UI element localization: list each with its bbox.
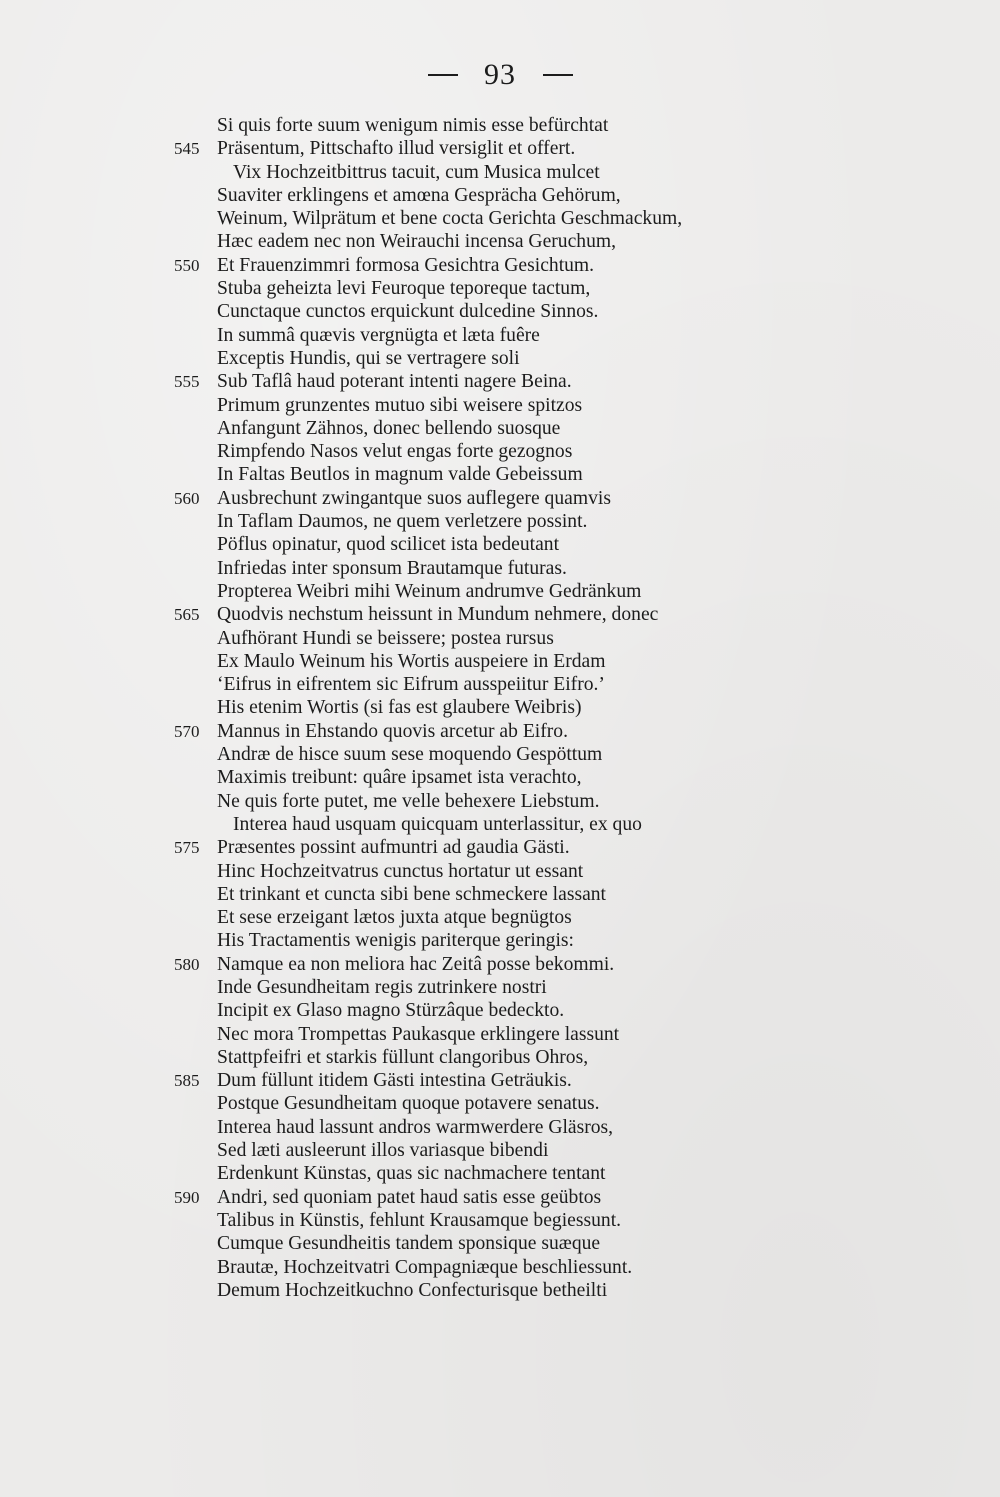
line-number: 550 bbox=[174, 255, 200, 275]
verse-line bbox=[0, 114, 1000, 137]
verse-text: Suaviter erklingens et amœna Gesprächa Gehörum, bbox=[217, 184, 621, 206]
line-number: 565 bbox=[174, 605, 200, 625]
verse-line bbox=[0, 394, 1000, 417]
verse-line bbox=[0, 324, 1000, 347]
verse-text: Talibus in Künstis, fehlunt Krausamque begiessunt. bbox=[217, 1209, 622, 1231]
line-number: 545 bbox=[174, 139, 200, 159]
verse-text: Anfangunt Zähnos, donec bellendo suosque bbox=[217, 417, 561, 439]
line-number: 575 bbox=[174, 838, 200, 858]
verse-line bbox=[0, 673, 1000, 696]
page-number: 93 bbox=[484, 58, 516, 91]
verse-text: Präsentum, Pittschafto illud versiglit et offert. bbox=[217, 138, 576, 160]
verse-text: His etenim Wortis (si fas est glaubere Weibris) bbox=[217, 697, 582, 719]
verse-line bbox=[0, 813, 1000, 836]
verse-text: Ne quis forte putet, me velle behexere Liebstum. bbox=[217, 790, 600, 812]
verse-text: Primum grunzentes mutuo sibi weisere spitzos bbox=[217, 394, 583, 416]
verse-line bbox=[0, 277, 1000, 300]
verse-line bbox=[0, 836, 1000, 859]
verse-text: Weinum, Wilprätum et bene cocta Gerichta Geschmackum, bbox=[217, 208, 683, 230]
verse-line bbox=[0, 1046, 1000, 1069]
verse-text: Interea haud lassunt andros warmwerdere Gläsros, bbox=[217, 1116, 614, 1138]
verse-line bbox=[0, 137, 1000, 160]
verse-line bbox=[0, 1209, 1000, 1232]
verse-text: Stattpfeifri et starkis füllunt clangoribus Ohros, bbox=[217, 1046, 589, 1068]
verse-text: His Tractamentis wenigis pariterque geringis: bbox=[217, 930, 574, 952]
verse-line bbox=[0, 230, 1000, 253]
verse-line bbox=[0, 650, 1000, 673]
page-header bbox=[0, 58, 1000, 92]
verse-text: Vix Hochzeitbittrus tacuit, cum Musica mulcet bbox=[233, 161, 600, 183]
verse-text: Cunctaque cunctos erquickunt dulcedine Sinnos. bbox=[217, 301, 599, 323]
verse-text: Exceptis Hundis, qui se vertragere soli bbox=[217, 347, 520, 369]
verse-line bbox=[0, 1092, 1000, 1115]
verse-line bbox=[0, 580, 1000, 603]
verse-line bbox=[0, 347, 1000, 370]
verse-line bbox=[0, 370, 1000, 393]
verse-line bbox=[0, 487, 1000, 510]
verse-text: Hæc eadem nec non Weirauchi incensa Geruchum, bbox=[217, 231, 617, 253]
verse-line bbox=[0, 999, 1000, 1022]
verse-text: Propterea Weibri mihi Weinum andrumve Gedränkum bbox=[217, 580, 642, 602]
verse-text: In summâ quævis vergnügta et læta fuêre bbox=[217, 324, 540, 346]
verse-text: Postque Gesundheitam quoque potavere senatus. bbox=[217, 1093, 600, 1115]
verse-text: Ausbrechunt zwingantque suos auflegere quamvis bbox=[217, 487, 611, 509]
verse-line bbox=[0, 1069, 1000, 1092]
verse-line bbox=[0, 603, 1000, 626]
verse-line bbox=[0, 906, 1000, 929]
verse-text: Rimpfendo Nasos velut engas forte gezognos bbox=[217, 441, 573, 463]
verse-text: Nec mora Trompettas Paukasque erklingere lassunt bbox=[217, 1023, 620, 1045]
verse-text: Præsentes possint aufmuntri ad gaudia Gästi. bbox=[217, 837, 570, 859]
verse-line bbox=[0, 627, 1000, 650]
verse-line bbox=[0, 766, 1000, 789]
verse-text: Andri, sed quoniam patet haud satis esse geübtos bbox=[217, 1186, 602, 1208]
verse-text: Mannus in Ehstando quovis arcetur ab Eifro. bbox=[217, 720, 568, 742]
verse-line bbox=[0, 417, 1000, 440]
verse-text: Pöflus opinatur, quod scilicet ista bedeutant bbox=[217, 534, 560, 556]
verse-line bbox=[0, 184, 1000, 207]
line-number: 555 bbox=[174, 372, 200, 392]
verse-text: Ex Maulo Weinum his Wortis auspeiere in Erdam bbox=[217, 650, 606, 672]
verse-line bbox=[0, 254, 1000, 277]
verse-text: Et trinkant et cuncta sibi bene schmeckere lassant bbox=[217, 883, 607, 905]
verse-text: Cumque Gesundheitis tandem sponsique suæque bbox=[217, 1233, 601, 1255]
verse-line bbox=[0, 1279, 1000, 1302]
verse-text: Incipit ex Glaso magno Stürzâque bedeckto. bbox=[217, 1000, 565, 1022]
verse-text: In Taflam Daumos, ne quem verletzere possint. bbox=[217, 511, 588, 533]
verse-line bbox=[0, 743, 1000, 766]
verse-line bbox=[0, 860, 1000, 883]
verse-line bbox=[0, 1023, 1000, 1046]
verse-line bbox=[0, 1232, 1000, 1255]
verse-line bbox=[0, 883, 1000, 906]
verse-text: Hinc Hochzeitvatrus cunctus hortatur ut essant bbox=[217, 860, 584, 882]
verse-text: Interea haud usquam quicquam unterlassitur, ex quo bbox=[233, 813, 642, 835]
line-number: 560 bbox=[174, 488, 200, 508]
verse-text: Infriedas inter sponsum Brautamque futuras. bbox=[217, 557, 567, 579]
verse-text: Dum füllunt itidem Gästi intestina Geträukis. bbox=[217, 1070, 572, 1092]
verse-line bbox=[0, 510, 1000, 533]
verse-text: Demum Hochzeitkuchno Confecturisque betheilti bbox=[217, 1279, 608, 1301]
verse-text: Inde Gesundheitam regis zutrinkere nostri bbox=[217, 976, 547, 998]
line-number: 570 bbox=[174, 721, 200, 741]
verse-line bbox=[0, 790, 1000, 813]
verse-block bbox=[0, 114, 1000, 1302]
verse-text: In Faltas Beutlos in magnum valde Gebeissum bbox=[217, 464, 583, 486]
verse-line bbox=[0, 1116, 1000, 1139]
verse-text: Si quis forte suum wenigum nimis esse befürchtat bbox=[217, 115, 609, 136]
verse-line bbox=[0, 1186, 1000, 1209]
verse-line bbox=[0, 557, 1000, 580]
line-number: 580 bbox=[174, 954, 200, 974]
verse-line bbox=[0, 440, 1000, 463]
verse-text: Sed læti ausleerunt illos variasque bibendi bbox=[217, 1140, 549, 1162]
verse-line bbox=[0, 300, 1000, 323]
verse-line bbox=[0, 207, 1000, 230]
verse-text: Et Frauenzimmri formosa Gesichtra Gesichtum. bbox=[217, 254, 595, 276]
verse-line bbox=[0, 929, 1000, 952]
verse-line bbox=[0, 533, 1000, 556]
verse-line bbox=[0, 976, 1000, 999]
verse-text: Quodvis nechstum heissunt in Mundum nehmere, donec bbox=[217, 604, 659, 626]
verse-line bbox=[0, 720, 1000, 743]
verse-text: Erdenkunt Künstas, quas sic nachmachere tentant bbox=[217, 1163, 606, 1185]
verse-text: ‘Eifrus in eifrentem sic Eifrum ausspeiitur Eifro.’ bbox=[217, 674, 605, 696]
verse-text: Stuba geheizta levi Feuroque teporeque tactum, bbox=[217, 278, 591, 300]
verse-line bbox=[0, 696, 1000, 719]
verse-text: Namque ea non meliora hac Zeitâ posse bekommi. bbox=[217, 953, 615, 975]
verse-text: Et sese erzeigant lætos juxta atque begnügtos bbox=[217, 907, 572, 929]
line-number: 585 bbox=[174, 1071, 200, 1091]
header-dash-left bbox=[428, 74, 458, 76]
header-dash-right bbox=[543, 74, 573, 76]
verse-text: Andræ de hisce suum sese moquendo Gespöttum bbox=[217, 744, 603, 766]
verse-line bbox=[0, 1256, 1000, 1279]
verse-text: Maximis treibunt: quâre ipsamet ista verachto, bbox=[217, 767, 582, 789]
verse-text: Brautæ, Hochzeitvatri Compagniæque beschliessunt. bbox=[217, 1256, 633, 1278]
verse-line bbox=[0, 463, 1000, 486]
verse-line bbox=[0, 161, 1000, 184]
verse-text: Aufhörant Hundi se beissere; postea rursus bbox=[217, 627, 554, 649]
verse-text: Sub Taflâ haud poterant intenti nagere Beina. bbox=[217, 371, 572, 393]
verse-line bbox=[0, 953, 1000, 976]
verse-line bbox=[0, 1162, 1000, 1185]
verse-line bbox=[0, 1139, 1000, 1162]
line-number: 590 bbox=[174, 1187, 200, 1207]
